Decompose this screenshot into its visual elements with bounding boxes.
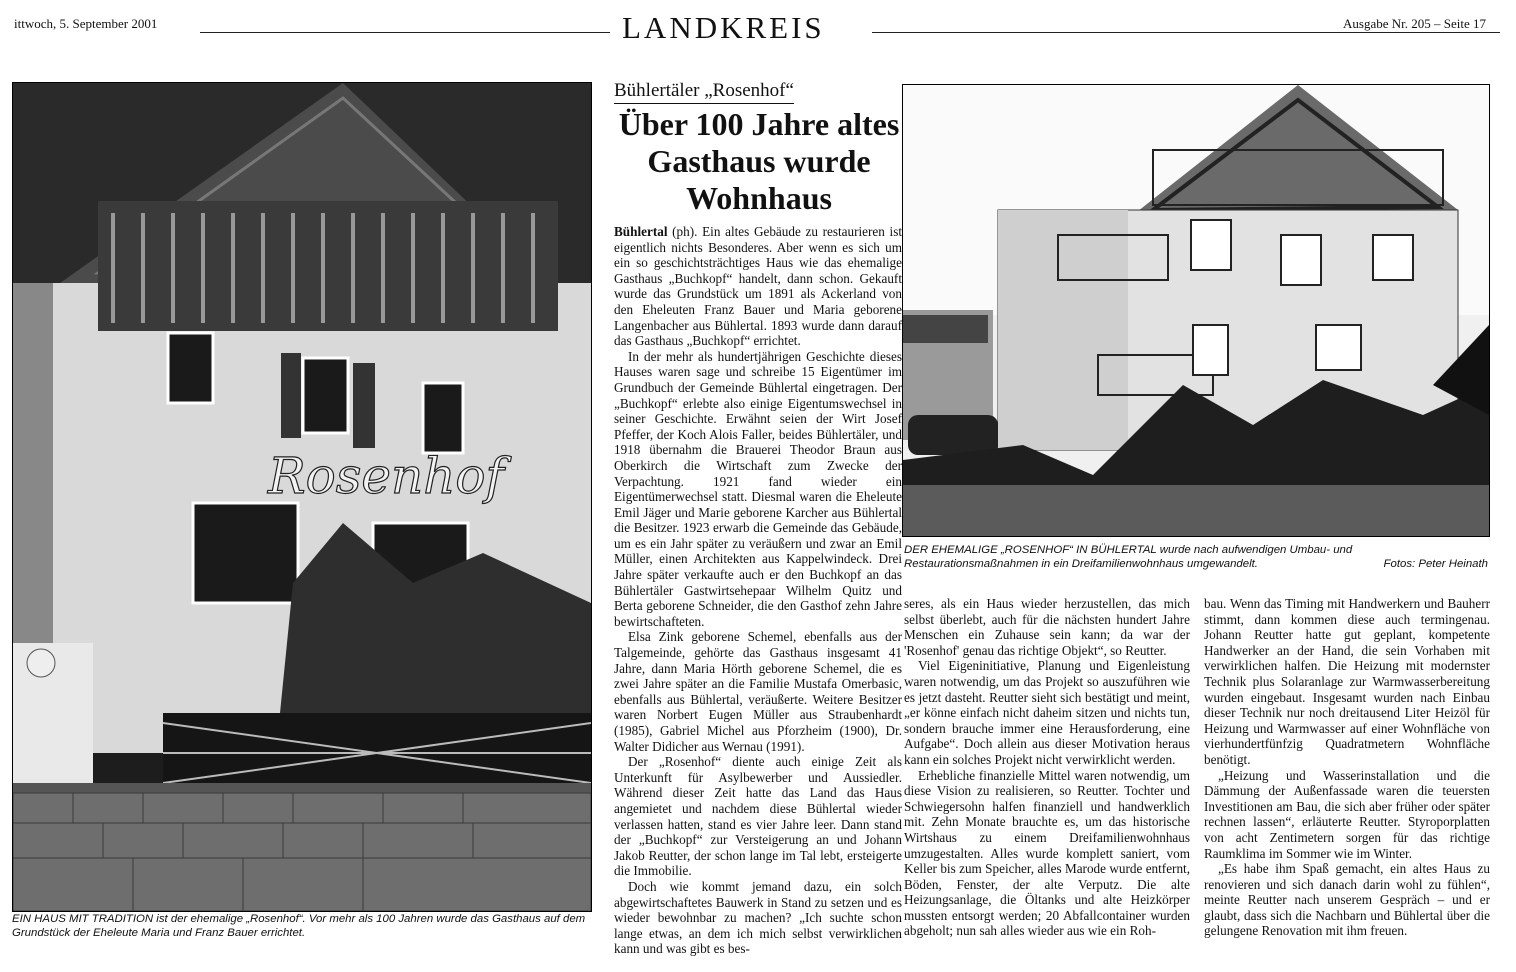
article-paragraph: Elsa Zink geborene Schemel, ebenfalls aus der Talgemeinde, gehörte das Gasthaus insgesamt 41 Jahre, dann Maria Hörth geborene Schemel, die es zwei Jahre später an die Familie Mustafa Omerbasic, ebenfalls aus Bühlertal, veräußerte. Weitere Besitzer waren Norbert Eugen Müller aus Straubenhardt (1985), Gabriel Michel aus Pforzheim (1900), Dr. Walter Didicher aus Wernau (1991). (614, 629, 902, 754)
photo-right-caption-lead: DER EHEMALIGE „ROSENHOF“ IN BÜHLERTAL (904, 544, 1157, 556)
article-column-2 (904, 596, 1190, 939)
article-dateline: Bühlertal (614, 224, 668, 239)
photo-left-caption-lead: EIN HAUS MIT TRADITION (12, 913, 154, 925)
photo-left-caption (12, 912, 597, 940)
article-paragraph: seres, als ein Haus wieder herzustellen, das mich selbst überlebt, auch für die nächsten hundert Jahre Menschen ein Zuhause sein kann; da war der 'Rosenhof' genau das richtige Objekt“, so Reutter. (904, 596, 1190, 658)
article-headline: Über 100 Jahre altes Gasthaus wurde Wohnhaus (618, 106, 900, 216)
article-paragraph: bau. Wenn das Timing mit Handwerkern und Bauherr stimmt, dann kommen diese auch termingenau. Johann Reutter hatte gut geplant, kompetente Handwerker an der Hand, die sein Vorhaben mit verwirklichen halfen. Die Heizung mit modernster Technik plus Solaranlage zur Warmwasserbereitung wurden eingebaut. Insgesamt wurden nach Einbau dieser Technik nur noch dreitausend Liter Heizöl für Heizung und Warmwasser auf einer Wohnfläche von vierhundertfünfzig Quadratmetern Wohnfläche benötigt. (1204, 596, 1490, 767)
photo-new-building-illustration (903, 85, 1489, 536)
article-paragraph: Doch wie kommt jemand dazu, ein solch abgewirtschaftetes Bauwerk in Stand zu setzen und es wieder bewohnbar zu machen? „Ich suchte schon lange etwas, an dem ich mich selbst verwirklichen kann und was gibt es bes- (614, 878, 902, 957)
article-column-1 (614, 224, 902, 957)
section-title: LANDKREIS (622, 10, 825, 45)
article-text: (ph). Ein altes Gebäude zu restaurieren ist eigentlich nichts Besonderes. Aber wenn es sich um ein so geschichtsträchtiges Haus wie das ehemalige Gasthaus „Buchkopf“ handelt, dann schon. Gekauft wurde das Grundstück um 1891 als Ackerland von den Eheleuten Franz Bauer und Maria geborene Langenbacher aus Bühlertal. 1893 wurde dann darauf das Gasthaus „Buchkopf“ errichtet. (614, 224, 902, 349)
photo-right-caption (904, 543, 1488, 571)
article-paragraph: Erhebliche finanzielle Mittel waren notwendig, um diese Vision zu realisieren, so Reutter. Tochter und Schwiegersohn halfen finanziell und handwerklich mit. Zehn Monate brauchte es, um das historische Wirtshaus zu einem Dreifamilienwohnhaus umzugestalten. Alles wurde komplett saniert, vom Keller bis zum Speicher, alles Marode wurde entfernt, Böden, Fenster, der alte Verputz. Die alte Heizungsanlage, die Öltanks und alte Heizkörper mussten entsorgt werden; 20 Abfallcontainer wurden abgeholt; nun sah alles wieder aus wie ein Roh- (904, 767, 1190, 939)
photo-rosenhof-old (12, 82, 592, 912)
photo-right-caption-text: wurde nach aufwendigen Umbau- und Restaurationsmaßnahmen in ein Dreifamilienwohnhaus umgewandelt. (904, 544, 1353, 570)
issue-page: Ausgabe Nr. 205 – Seite 17 (1343, 16, 1486, 31)
article-paragraph: Der „Rosenhof“ diente auch einige Zeit als Unterkunft für Asylbewerber und Aussiedler. Während dieser Zeit hatte das Land das Haus angemietet und nachdem diese Bühlertal wieder verlassen hatten, stand es vier Jahre leer. Dann stand der „Buchkopf“ zur Versteigerung an und Johann Jakob Reutter, der schon lange im Tal lebt, ersteigerte die Immobilie. (614, 754, 902, 879)
article-column-3 (1204, 596, 1490, 939)
article-paragraph: „Heizung und Wasserinstallation und die Dämmung der Außenfassade waren die teuersten Investitionen am Bau, die sich aber früher oder später rechnen lassen“, erläuterte Reutter. Styroporplatten von acht Zentimetern sorgen für das richtige Raumklima im Sommer wie im Winter. (1204, 767, 1490, 861)
photo-old-building-illustration (13, 83, 591, 911)
article-paragraph (614, 224, 902, 349)
article-paragraph: Viel Eigeninitiative, Planung und Eigenleistung waren notwendig, um das Projekt so auszuführen wie es jetzt dasteht. Reutter sieht sich bestätigt und meint, „er könne einfach nicht daheim sitzen und nichts tun, sondern brauche immer eine Herausforderung, eine Aufgabe“. Doch allein aus dieser Motivation heraus kann ein solches Projekt nicht verwirklicht werden. (904, 658, 1190, 767)
article-paragraph: „Es habe ihm Spaß gemacht, ein altes Haus zu renovieren und sich danach darin wohl zu fühlen“, meinte Reutter nach unserem Gespräch – und er glaubt, dass sich die Nachbarn und Bühlertal über die gelungene Renovation mit ihm freuen. (1204, 861, 1490, 939)
photo-credit: Fotos: Peter Heinath (1383, 558, 1488, 570)
photo-rosenhof-new (902, 84, 1490, 537)
article-kicker: Bühlertäler „Rosenhof“ (614, 80, 794, 104)
issue-date: ittwoch, 5. September 2001 (14, 16, 158, 31)
rosenhof-sign: Rosenhof (268, 447, 505, 505)
article-paragraph: In der mehr als hundertjährigen Geschichte dieses Hauses waren sage und schreibe 15 Eigentümer im Grundbuch der Gemeinde Bühlertal eingetragen. Der „Buchkopf“ erlebte also einige Eigentumswechsel in seiner Geschichte. Erwähnt seien der Wirt Josef Pfeffer, der Koch Alois Faller, beides Bühlertäler, und 1918 übernahm die Brauerei Theodor Braun aus Oberkirch die Wirtschaft zum Zwecke der Verpachtung. 1921 fand wieder ein Eigentümerwechsel statt. Diesmal waren die Eheleute Emil Jäger und Marie geborene Karcher aus Bühlertal die Besitzer. 1923 erwarb die Gemeinde das Gebäude, um es ein Jahr später zu veräußern und zwar an Emil Müller, einen Architekten aus Kappelwindeck. Drei Jahre später verkaufte auch er den Buchkopf an das Bühlertäler Gastwirtsehepaar Wilhelm Quitz und Berta geborene Schneider, die den Gasthof zehn Jahre bewirtschafteten. (614, 348, 902, 629)
photo-left-caption-text: ist der ehemalige „Rosenhof“. Vor mehr als 100 Jahren wurde das Gasthaus auf dem Grundstück der Eheleute Maria und Franz Bauer errichtet. (12, 913, 586, 939)
